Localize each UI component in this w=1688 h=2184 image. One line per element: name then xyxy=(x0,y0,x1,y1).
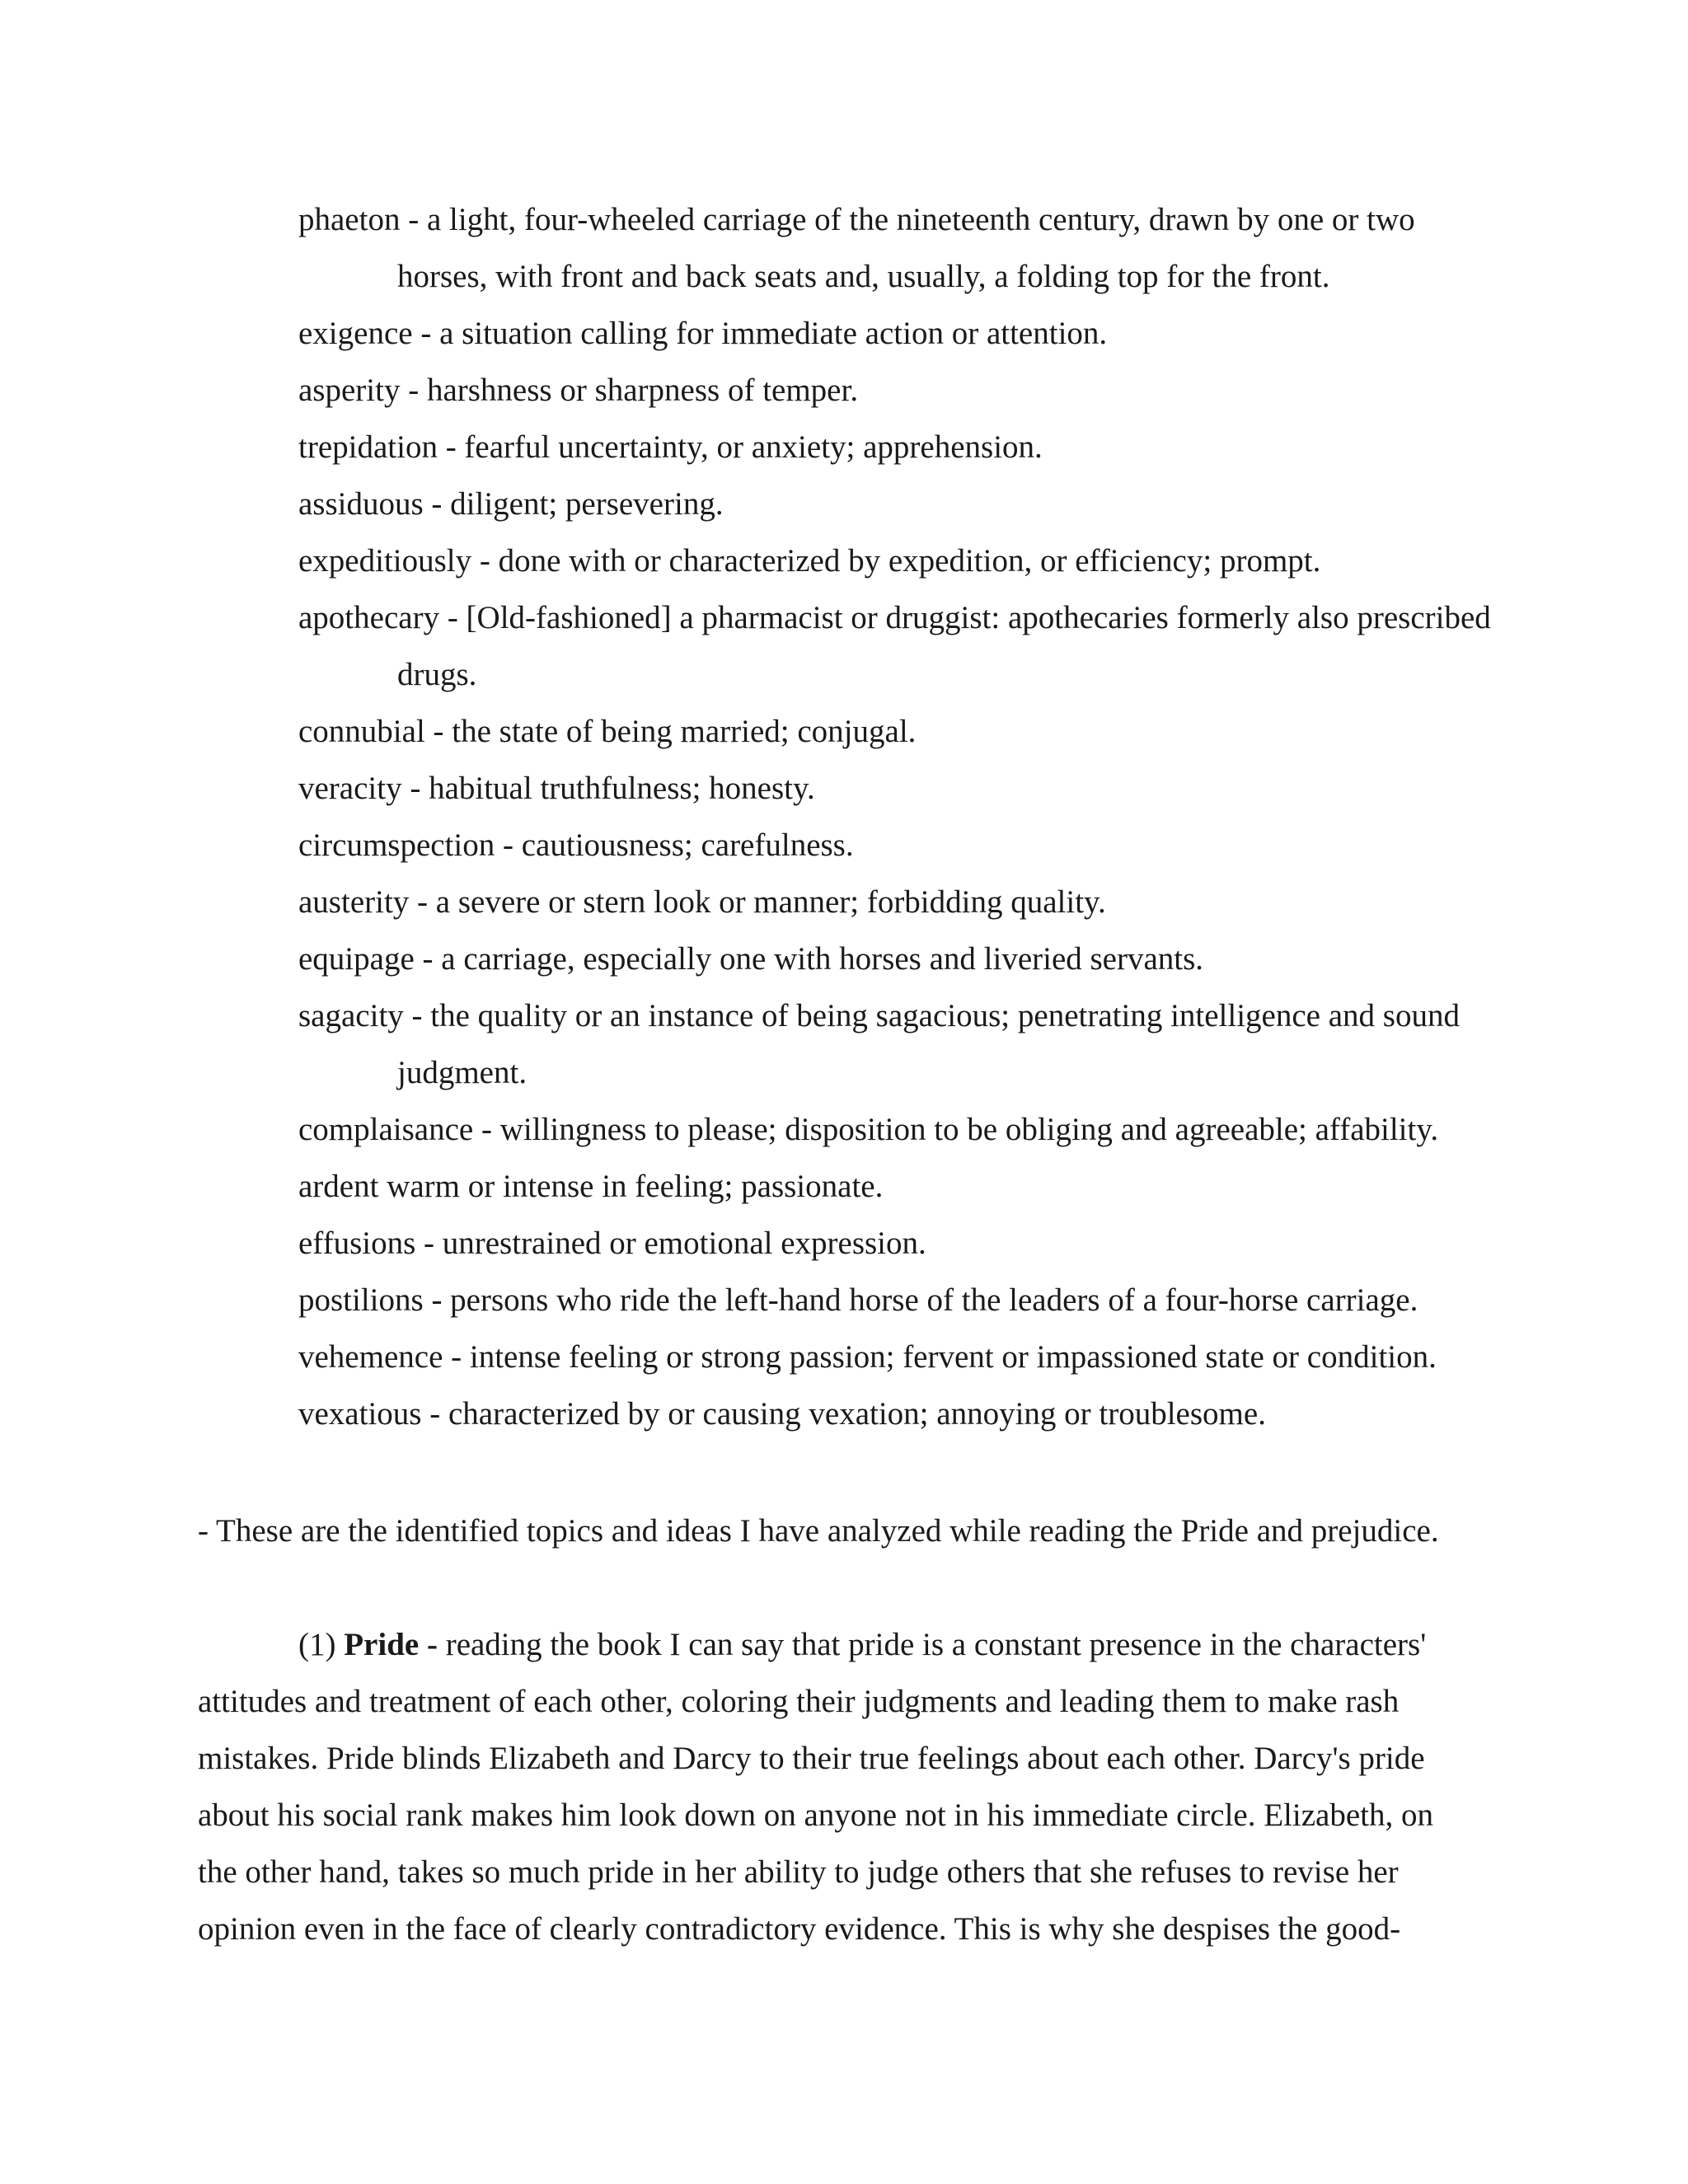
vocab-entry: sagacity - the quality or an instance of being sagacious; penetrating intelligence and sound judgment. xyxy=(298,998,1460,1090)
vocabulary-list xyxy=(298,191,1510,1442)
topics-intro: - These are the identified topics and ideas I have analyzed while reading the Pride and prejudice. xyxy=(198,1513,1439,1549)
paragraph-line: the other hand, takes so much pride in her ability to judge others that she refuses to revise her xyxy=(198,1854,1399,1890)
vocab-entry: phaeton - a light, four-wheeled carriage of the nineteenth century, drawn by one or two horses, with front and back seats and, usually, a folding top for the front. xyxy=(298,202,1415,294)
vocab-entry: expeditiously - done with or characterized by expedition, or efficiency; prompt. xyxy=(298,543,1321,579)
vocab-entry: austerity - a severe or stern look or manner; forbidding quality. xyxy=(298,884,1106,920)
vocab-entry: postilions - persons who ride the left-hand horse of the leaders of a four-horse carriage. xyxy=(298,1282,1418,1318)
vocab-entry: ardent warm or intense in feeling; passionate. xyxy=(298,1169,884,1204)
section-number: (1) xyxy=(298,1627,345,1662)
vocab-entry: complaisance - willingness to please; disposition to be obliging and agreeable; affability. xyxy=(298,1112,1439,1147)
vocab-entry: vexatious - characterized by or causing vexation; annoying or troublesome. xyxy=(298,1396,1266,1432)
section-first-line xyxy=(198,1616,1475,1673)
vocab-entry: trepidation - fearful uncertainty, or anxiety; apprehension. xyxy=(298,429,1043,465)
paragraph-line: reading the book I can say that pride is a constant presence in the characters' xyxy=(437,1627,1427,1662)
vocab-entry: asperity - harshness or sharpness of temper. xyxy=(298,373,859,408)
vocab-entry: assiduous - diligent; persevering. xyxy=(298,486,724,522)
paragraph-line: mistakes. Pride blinds Elizabeth and Darcy to their true feelings about each other. Darcy's pride xyxy=(198,1741,1425,1776)
paragraph-line: attitudes and treatment of each other, coloring their judgments and leading them to make rash xyxy=(198,1684,1400,1719)
vocab-entry: equipage - a carriage, especially one with horses and liveried servants. xyxy=(298,941,1204,977)
vocab-entry: apothecary - [Old-fashioned] a pharmacist or druggist: apothecaries formerly also prescribed drugs. xyxy=(298,600,1491,692)
vocab-entry: effusions - unrestrained or emotional expression. xyxy=(298,1226,926,1261)
section-pride xyxy=(198,1616,1475,1957)
paragraph-line: opinion even in the face of clearly contradictory evidence. This is why she despises the good- xyxy=(198,1911,1401,1947)
paragraph-line: about his social rank makes him look down on anyone not in his immediate circle. Elizabeth, on xyxy=(198,1797,1433,1833)
vocab-entry: exigence - a situation calling for immediate action or attention. xyxy=(298,316,1108,351)
vocab-entry: veracity - habitual truthfulness; honesty. xyxy=(298,771,815,806)
section-heading: Pride - xyxy=(344,1627,438,1662)
vocab-entry: circumspection - cautiousness; carefulness. xyxy=(298,827,854,863)
vocab-entry: connubial - the state of being married; conjugal. xyxy=(298,714,917,749)
vocab-entry: vehemence - intense feeling or strong passion; fervent or impassioned state or condition. xyxy=(298,1339,1437,1375)
